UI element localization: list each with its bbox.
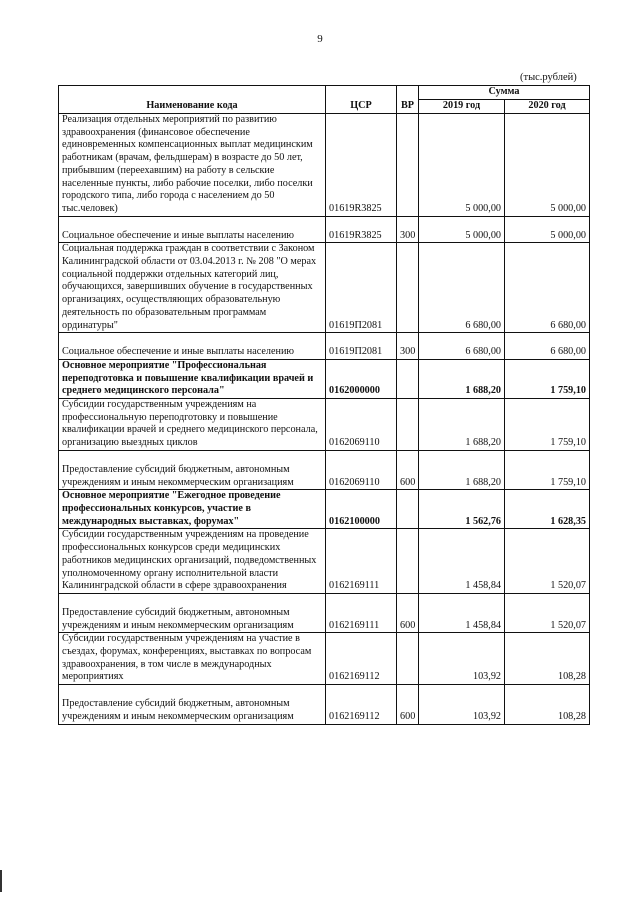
row-amount-2019: 5 000,00 <box>419 114 505 217</box>
table-row <box>59 450 590 489</box>
row-name: Субсидии государственным учреждениям на участие в съездах, форумах, конференциях, выставках по вопросам здравоохранения, в том числе в международных мероприятиях <box>59 633 326 685</box>
row-csr: 0162169112 <box>326 685 397 724</box>
budget-table <box>58 85 590 725</box>
header-csr: ЦСР <box>326 86 397 114</box>
row-name: Основное мероприятие "Профессиональная переподготовка и повышение квалификации врачей и среднего медицинского персонала" <box>59 359 326 398</box>
table-row <box>59 490 590 529</box>
row-vr: 300 <box>397 333 419 360</box>
units-label: (тыс.рублей) <box>520 72 577 83</box>
row-name: Предоставление субсидий бюджетным, автономным учреждениям и иным некоммерческим организациям <box>59 450 326 489</box>
row-csr: 01619R3825 <box>326 114 397 217</box>
row-amount-2019: 5 000,00 <box>419 216 505 243</box>
row-vr <box>397 399 419 451</box>
row-amount-2020: 1 759,10 <box>505 359 590 398</box>
table-header <box>59 86 590 114</box>
row-name: Предоставление субсидий бюджетным, автономным учреждениям и иным некоммерческим организациям <box>59 593 326 632</box>
table-row <box>59 633 590 685</box>
row-amount-2020: 1 520,07 <box>505 529 590 594</box>
table-row <box>59 114 590 217</box>
row-amount-2020: 5 000,00 <box>505 216 590 243</box>
row-amount-2019: 103,92 <box>419 685 505 724</box>
header-year-2020: 2020 год <box>505 100 590 114</box>
row-vr <box>397 359 419 398</box>
header-year-2019: 2019 год <box>419 100 505 114</box>
row-vr <box>397 529 419 594</box>
row-name: Субсидии государственным учреждениям на профессиональную переподготовку и повышение квалификации врачей и среднего медицинского персонала, организацию выездных циклов <box>59 399 326 451</box>
header-name: Наименование кода <box>59 86 326 114</box>
row-csr: 0162000000 <box>326 359 397 398</box>
table-row <box>59 593 590 632</box>
row-csr: 0162169111 <box>326 593 397 632</box>
row-amount-2020: 1 628,35 <box>505 490 590 529</box>
row-vr <box>397 243 419 333</box>
table-row <box>59 359 590 398</box>
row-vr: 600 <box>397 450 419 489</box>
row-vr <box>397 490 419 529</box>
row-name: Субсидии государственным учреждениям на проведение профессиональных конкурсов среди медицинских работников медицинских организаций, подведомственных уполномоченному органу исполнительной власти Калининградской области в сфере здравоохранения <box>59 529 326 594</box>
row-csr: 01619П2081 <box>326 333 397 360</box>
row-csr: 0162069110 <box>326 450 397 489</box>
row-name: Социальное обеспечение и иные выплаты населению <box>59 333 326 360</box>
row-amount-2019: 1 458,84 <box>419 593 505 632</box>
table-body <box>59 114 590 725</box>
row-amount-2020: 6 680,00 <box>505 333 590 360</box>
row-amount-2020: 6 680,00 <box>505 243 590 333</box>
table-row <box>59 333 590 360</box>
row-amount-2019: 6 680,00 <box>419 333 505 360</box>
row-name: Предоставление субсидий бюджетным, автономным учреждениям и иным некоммерческим организациям <box>59 685 326 724</box>
row-amount-2020: 1 520,07 <box>505 593 590 632</box>
row-name: Социальное обеспечение и иные выплаты населению <box>59 216 326 243</box>
row-csr: 0162169111 <box>326 529 397 594</box>
row-csr: 0162100000 <box>326 490 397 529</box>
row-csr: 0162069110 <box>326 399 397 451</box>
row-amount-2020: 1 759,10 <box>505 399 590 451</box>
table-row <box>59 243 590 333</box>
row-amount-2020: 1 759,10 <box>505 450 590 489</box>
row-name: Основное мероприятие "Ежегодное проведение профессиональных конкурсов, участие в международных выставках, форумах" <box>59 490 326 529</box>
row-csr: 0162169112 <box>326 633 397 685</box>
row-amount-2019: 103,92 <box>419 633 505 685</box>
scan-edge-mark <box>0 870 2 892</box>
row-name: Социальная поддержка граждан в соответствии с Законом Калининградской области от 03.04.2013 г. № 208 "О мерах социальной поддержки отдельных категорий лиц, обучающихся, завершивших обучение в государственных организациях, осуществляющих образовательную деятельность по образовательным программам ординатуры" <box>59 243 326 333</box>
table-row <box>59 216 590 243</box>
header-sum: Сумма <box>419 86 590 100</box>
table-row <box>59 529 590 594</box>
row-vr: 600 <box>397 593 419 632</box>
row-amount-2019: 1 562,76 <box>419 490 505 529</box>
row-amount-2019: 1 458,84 <box>419 529 505 594</box>
page-number: 9 <box>317 33 323 45</box>
row-name: Реализация отдельных мероприятий по развитию здравоохранения (финансовое обеспечение единовременных компенсационных выплат медицинским работникам (врачам, фельдшерам) в возрасте до 50 лет, прибывшим (переехавшим) на работу в сельские населенные пункты, либо рабочие поселки, либо поселки городского типа, либо города с населением до 50 тыс.человек) <box>59 114 326 217</box>
table-row <box>59 685 590 724</box>
row-amount-2019: 1 688,20 <box>419 450 505 489</box>
row-vr <box>397 114 419 217</box>
row-vr: 600 <box>397 685 419 724</box>
row-vr: 300 <box>397 216 419 243</box>
row-csr: 01619R3825 <box>326 216 397 243</box>
row-amount-2019: 1 688,20 <box>419 359 505 398</box>
header-vr: ВР <box>397 86 419 114</box>
row-csr: 01619П2081 <box>326 243 397 333</box>
table-row <box>59 399 590 451</box>
row-vr <box>397 633 419 685</box>
row-amount-2019: 6 680,00 <box>419 243 505 333</box>
row-amount-2020: 108,28 <box>505 685 590 724</box>
row-amount-2020: 5 000,00 <box>505 114 590 217</box>
row-amount-2019: 1 688,20 <box>419 399 505 451</box>
row-amount-2020: 108,28 <box>505 633 590 685</box>
